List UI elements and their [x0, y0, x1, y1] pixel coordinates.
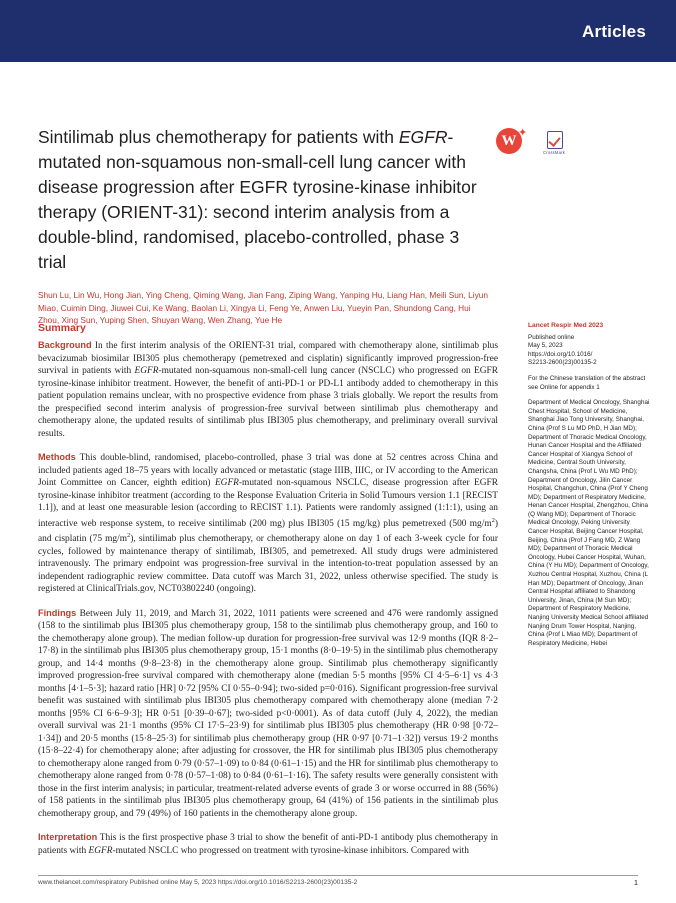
- page-number: 1: [633, 878, 638, 887]
- abstract-paragraph-background: [38, 339, 498, 440]
- summary-heading: Summary: [38, 322, 86, 334]
- crossmark-label: CrossMark: [542, 150, 566, 155]
- abstract-text-findings: Between July 11, 2019, and March 31, 2022, 1011 patients were screened and 476 were randomly assigned (158 to the sintilimab plus IBI305 plus chemotherapy group, 158 to the sintilimab plus chemotherapy group, and 160 to the chemotherapy alone group). The median follow-up duration for progression-free survival was 12·9 months (IQR 8·2–17·8) in the sintilimab plus IBI305 plus chemotherapy group, 15·1 months (8·0–19·5) in the sintilimab plus chemotherapy group, and 14·4 months (9·8–23·8) in the chemotherapy alone group. Sintilimab plus chemotherapy significantly improved progression-free survival compared with chemotherapy alone (median 5·5 months [95% CI 4·5–6·1] vs 4·3 months [4·1–5·3]; hazard ratio [HR] 0·72 [95% CI 0·55–0·94]; two-sided p=0·016). Significant progression-free survival benefit was sustained with sintilimab plus IBI305 plus chemotherapy compared with chemotherapy alone (median 7·2 months [95% CI 6·6–9·3]; HR 0·51 [0·39–0·67]; two-sided p<0·0001). As of data cutoff (July 4, 2022), the median overall survival was 21·1 months (95% CI 17·5–23·9) for sintilimab plus IBI305 plus chemotherapy (HR 0·98 [0·72–1·34]) and 20·5 months (15·8–25·3) for sintilimab plus chemotherapy group (HR 0·97 [0·71–1·32]) versus 19·2 months (15·8–22·4) for chemotherapy alone; after adjusting for crossover, the HR for sintilimab plus IBI305 plus chemotherapy to chemotherapy alone ranged from 0·79 (0·57–1·09) to 0·84 (0·61–1·15) and the HR for sintilimab plus chemotherapy to chemotherapy alone ranged from 0·78 (0·57–1·08) to 0·84 (0·61–1·16). The safety results were generally consistent with those in the first interim analysis; in particular, treatment-related adverse events of grade 3 or worse occurred in 88 (56%) of 158 patients in the sintilimab plus IBI305 plus chemotherapy group, 64 (41%) of 156 patients in the sintilimab plus chemotherapy group, and 79 (49%) of 160 patients in the chemotherapy alone group.: [38, 608, 499, 819]
- abstract-paragraph-interpretation: [38, 831, 498, 857]
- abstract-text-background: In the first interim analysis of the ORIENT-31 trial, compared with chemotherapy alone, sintilimab plus bevacizumab biosimilar IBI305 plus chemotherapy (pemetrexed and cisplatin) significantly improved progression-free survival in patients with EGFR-mutated non-squamous non-small-cell lung cancer (NSCLC) who progressed on EGFR tyrosine-kinase inhibitor treatment. However, the benefit of anti-PD-1 or PD-L1 antibody added to chemotherapy in this patient population remains unclear, with no prospective evidence from phase 3 trials globally. We report the results from the prespecified second interim analysis of progression-free survival between sintilimab plus chemotherapy and chemotherapy alone, the updated results of sintilimab plus IBI305 plus chemotherapy, and preliminary overall survival results.: [38, 341, 499, 439]
- logo-group: [496, 128, 576, 162]
- page-footer: [0, 875, 676, 889]
- author-list: Shun Lu, Lin Wu, Hong Jian, Ying Cheng, Qiming Wang, Jian Fang, Ziping Wang, Yanping Hu, Liang Han, Meili Sun, Liyun Miao, Cuimin Ding, Jiuwei Cui, Ke Wang, Baolan Li, Xingya Li, Feng Ye, Anwen Liu, Yueyin Pan, Shundong Cang, Hui Zhou, Xing Sun, Yuping Shen, Shuyan Wang, Wen Zhang, Yue He: [38, 290, 488, 325]
- abstract-label-methods: Methods: [38, 452, 76, 462]
- abstract-text-methods: This double-blind, randomised, placebo-controlled, phase 3 trial was done at 52 centres across China and included patients aged 18–75 years with locally advanced or metastatic (stage IIIB, IIIC, or IV according to the American Joint Committee on Cancer, eighth edition) EGFR-mutated non-squamous NSCLC, disease progression after EGFR tyrosine-kinase inhibitor treatment (according to the Response Evaluation Criteria in Solid Tumours version 1.1 [RECIST 1.1]), and at least one measurable lesion (according to RECIST 1.1). Patients were randomly assigned (1:1:1), using an interactive web response system, to receive sintilimab (200 mg) plus IBI305 (15 mg/kg) plus pemetrexed (500 $mg/m^2$) and cisplatin (75 $mg/m^2$), sintilimab plus chemotherapy, or chemotherapy alone on day 1 of each 3-week cycle for four cycles, followed by maintenance therapy of sintilimab, IBI305, and pemetrexed. All study drugs were administered intravenously. The primary endpoint was progression-free survival in the intention-to-treat population assessed by an independent radiographic review committee. Data cutoff was March 31, 2022, unless otherwise specified. The study is registered at ClinicalTrials.gov, NCT03802240 (ongoing).: [38, 453, 498, 595]
- publisher-mark-icon: W: [496, 128, 522, 154]
- header-band: [0, 0, 676, 62]
- abstract-paragraph-methods: [38, 451, 498, 596]
- crossmark-icon: [544, 129, 564, 149]
- affiliations: Department of Medical Oncology, Shanghai Chest Hospital, School of Medicine, Shanghai Jiao Tong University, Shanghai, China (Prof S Lu MD PhD, H Jian MD); Department of Thoracic Medical Oncology, Hunan Cancer Hospital and the Affiliated Cancer Hospital of Xiangya School of Medicine, Central South University, Changsha, China (Prof L Wu MD PhD); Department of Oncology, Jilin Cancer Hospital, Changchun, China (Prof Y Cheng MD); Department of Respiratory Medicine, Henan Cancer Hospital, Zhengzhou, China (Q Wang MD); Department of Thoracic Medical Oncology, Peking University Cancer Hospital, Beijing Cancer Hospital, Beijing, China (Prof J Fang MD, Z Wang MD); Department of Thoracic Medical Oncology, Hubei Cancer Hospital, Wuhan, China (Y Hu MD); Department of Oncology, Xuzhou Central Hospital, Xuzhou, China (L Han MD); Department of Oncology, Jinan Central Hospital affiliated to Shandong University, Jinan, China (M Sun MD); Department of Respiratory Medicine, Nanjing University Medical School affiliated Nanjing Drum Tower Hospital, Nanjing, China (Prof L Miao MD); Department of Respiratory Medicine, Hebei: [528, 399, 650, 647]
- abstract-paragraph-findings: [38, 607, 498, 821]
- section-label: Articles: [582, 22, 646, 41]
- footer-divider: [38, 875, 638, 876]
- publication-info: Published online May 5, 2023 https://doi.org/10.1016/ S2213-2600(23)00135-2: [528, 333, 597, 367]
- abstract-text-interpretation: This is the first prospective phase 3 trial to show the benefit of anti-PD-1 antibody plus chemotherapy in patients with EGFR-mutated NSCLC who progressed on treatment with tyrosine-kinase inhibitors. Compared with: [38, 833, 498, 856]
- journal-citation: Lancet Respir Med 2023: [528, 322, 604, 329]
- page-title: Sintilimab plus chemotherapy for patients with EGFR-mutated non-squamous non-small-cell lung cancer with disease progression after EGFR tyrosine-kinase inhibitor therapy (ORIENT-31): second interim analysis from a double-blind, randomised, placebo-controlled, phase 3 trial: [38, 127, 477, 272]
- abstract-column: [38, 322, 498, 868]
- title-block: [38, 125, 488, 327]
- translation-note: For the Chinese translation of the abstract see Online for appendix 1: [528, 374, 646, 391]
- abstract-label-interpretation: Interpretation: [38, 832, 98, 843]
- star-icon: ✦: [518, 127, 528, 139]
- abstract-label-background: Background: [38, 340, 92, 350]
- sidebar-column: [528, 322, 650, 655]
- crossmark-badge[interactable]: [536, 129, 572, 155]
- footer-citation: www.thelancet.com/respiratory Published online May 5, 2023 https://doi.org/10.1016/S2213-2600(23)00135-2: [38, 879, 358, 886]
- abstract-label-findings: Findings: [38, 607, 77, 618]
